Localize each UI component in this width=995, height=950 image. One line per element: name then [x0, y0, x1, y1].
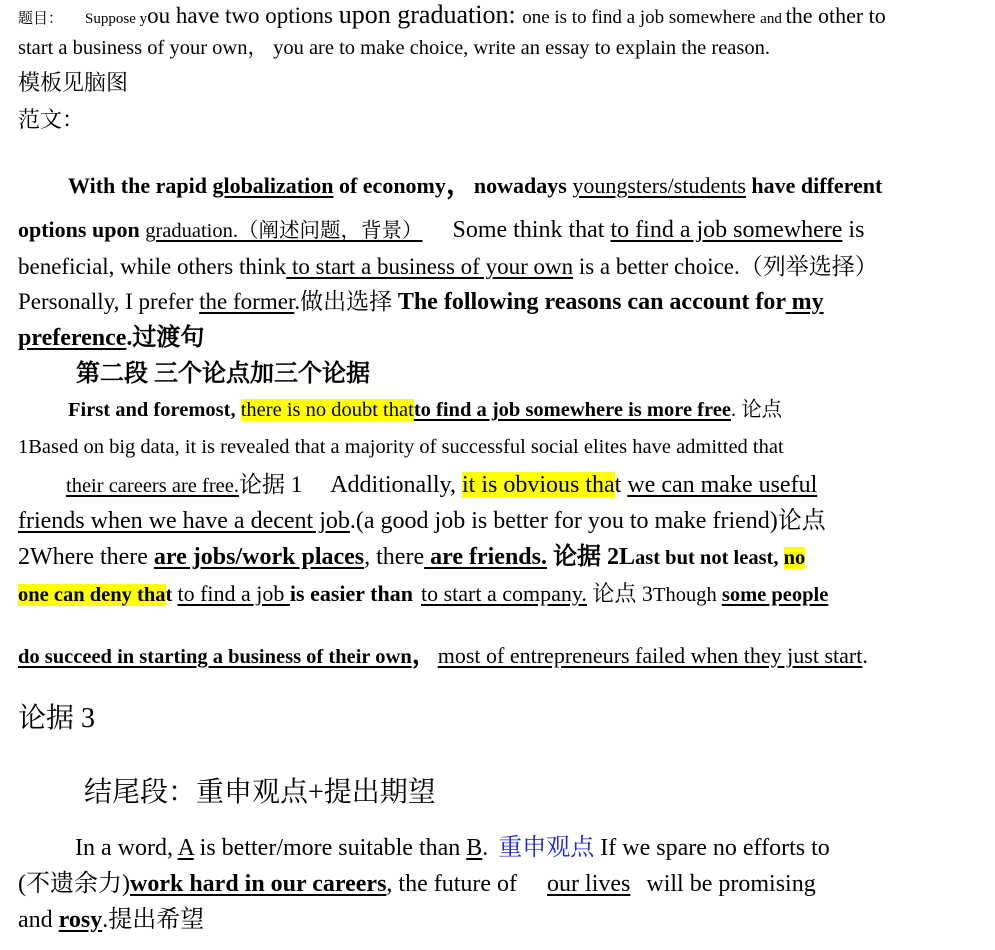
highlight-no-doubt: there is no doubt that	[240, 399, 414, 421]
topic-line-2: start a business of your own， you are to make choice, write an essay to explain the reason.	[18, 37, 771, 59]
p1-line-3: beneficial, while others think to start a business of your own is a better choice.（列举选择）	[18, 254, 878, 279]
p3-line-1: In a word, A is better/more suitable than B. 重申观点 If we spare no efforts to	[75, 835, 830, 861]
p2-line-1: First and foremost, there is no doubt thatto find a job somewhere is more free. 论点	[68, 399, 783, 421]
highlight-one-can-deny: one can deny tha	[18, 584, 166, 606]
p2-line-3: their careers are free.论据 1 Additionally, it is obvious that we can make useful	[66, 472, 818, 498]
p2-line-4: friends when we have a decent job.(a good job is better for you to make friend)论点	[18, 508, 826, 534]
p2-line-7: do succeed in starting a business of their own，most of entrepreneurs failed when they just start.	[18, 640, 868, 669]
p1-line-5: preference.过渡句	[18, 325, 205, 351]
p1-line-4: Personally, I prefer the former.做出选择 The following reasons can account for my	[18, 289, 824, 315]
p1-line-2: options upon graduation.（阐述问题，背景） Some think that to find a job somewhere is	[18, 217, 865, 243]
sample-label: 范文：	[18, 107, 85, 132]
p3-heading: 结尾段：重申观点+提出期望	[84, 777, 436, 808]
highlight-obvious: it is obvious tha	[461, 472, 615, 498]
p2-line-5: 2Where there are jobs/work places, there are friends. 论据 2Last but not least, no	[18, 544, 806, 570]
restate-view-label: 重申观点	[498, 835, 595, 861]
p2-line-2: 1Based on big data, it is revealed that a majority of successful social elites have admitted that	[18, 436, 784, 458]
highlight-no-one: no	[783, 547, 806, 569]
p3-line-2: (不遗余力)work hard in our careers, the future of our lives will be promising	[18, 871, 816, 897]
topic-line-1: 题目： Suppose you have two options upon graduation: one is to find a job somewhere and the other to	[18, 0, 886, 29]
evidence-3: 论据 3	[18, 703, 96, 734]
p1-line-1: With the rapid globalization of economy，nowadays youngsters/students have different	[68, 169, 883, 200]
p2-line-6: one can deny that to find a job is easier than to start a company. 论点 3Though some people	[18, 581, 829, 606]
topic-label: 题目：	[18, 11, 64, 27]
p2-heading: 第二段 三个论点加三个论据	[76, 361, 370, 387]
keyword-globalization: globalization	[212, 173, 334, 198]
p3-line-3: and rosy.提出希望	[18, 907, 205, 933]
template-note: 模板见脑图	[18, 70, 129, 95]
